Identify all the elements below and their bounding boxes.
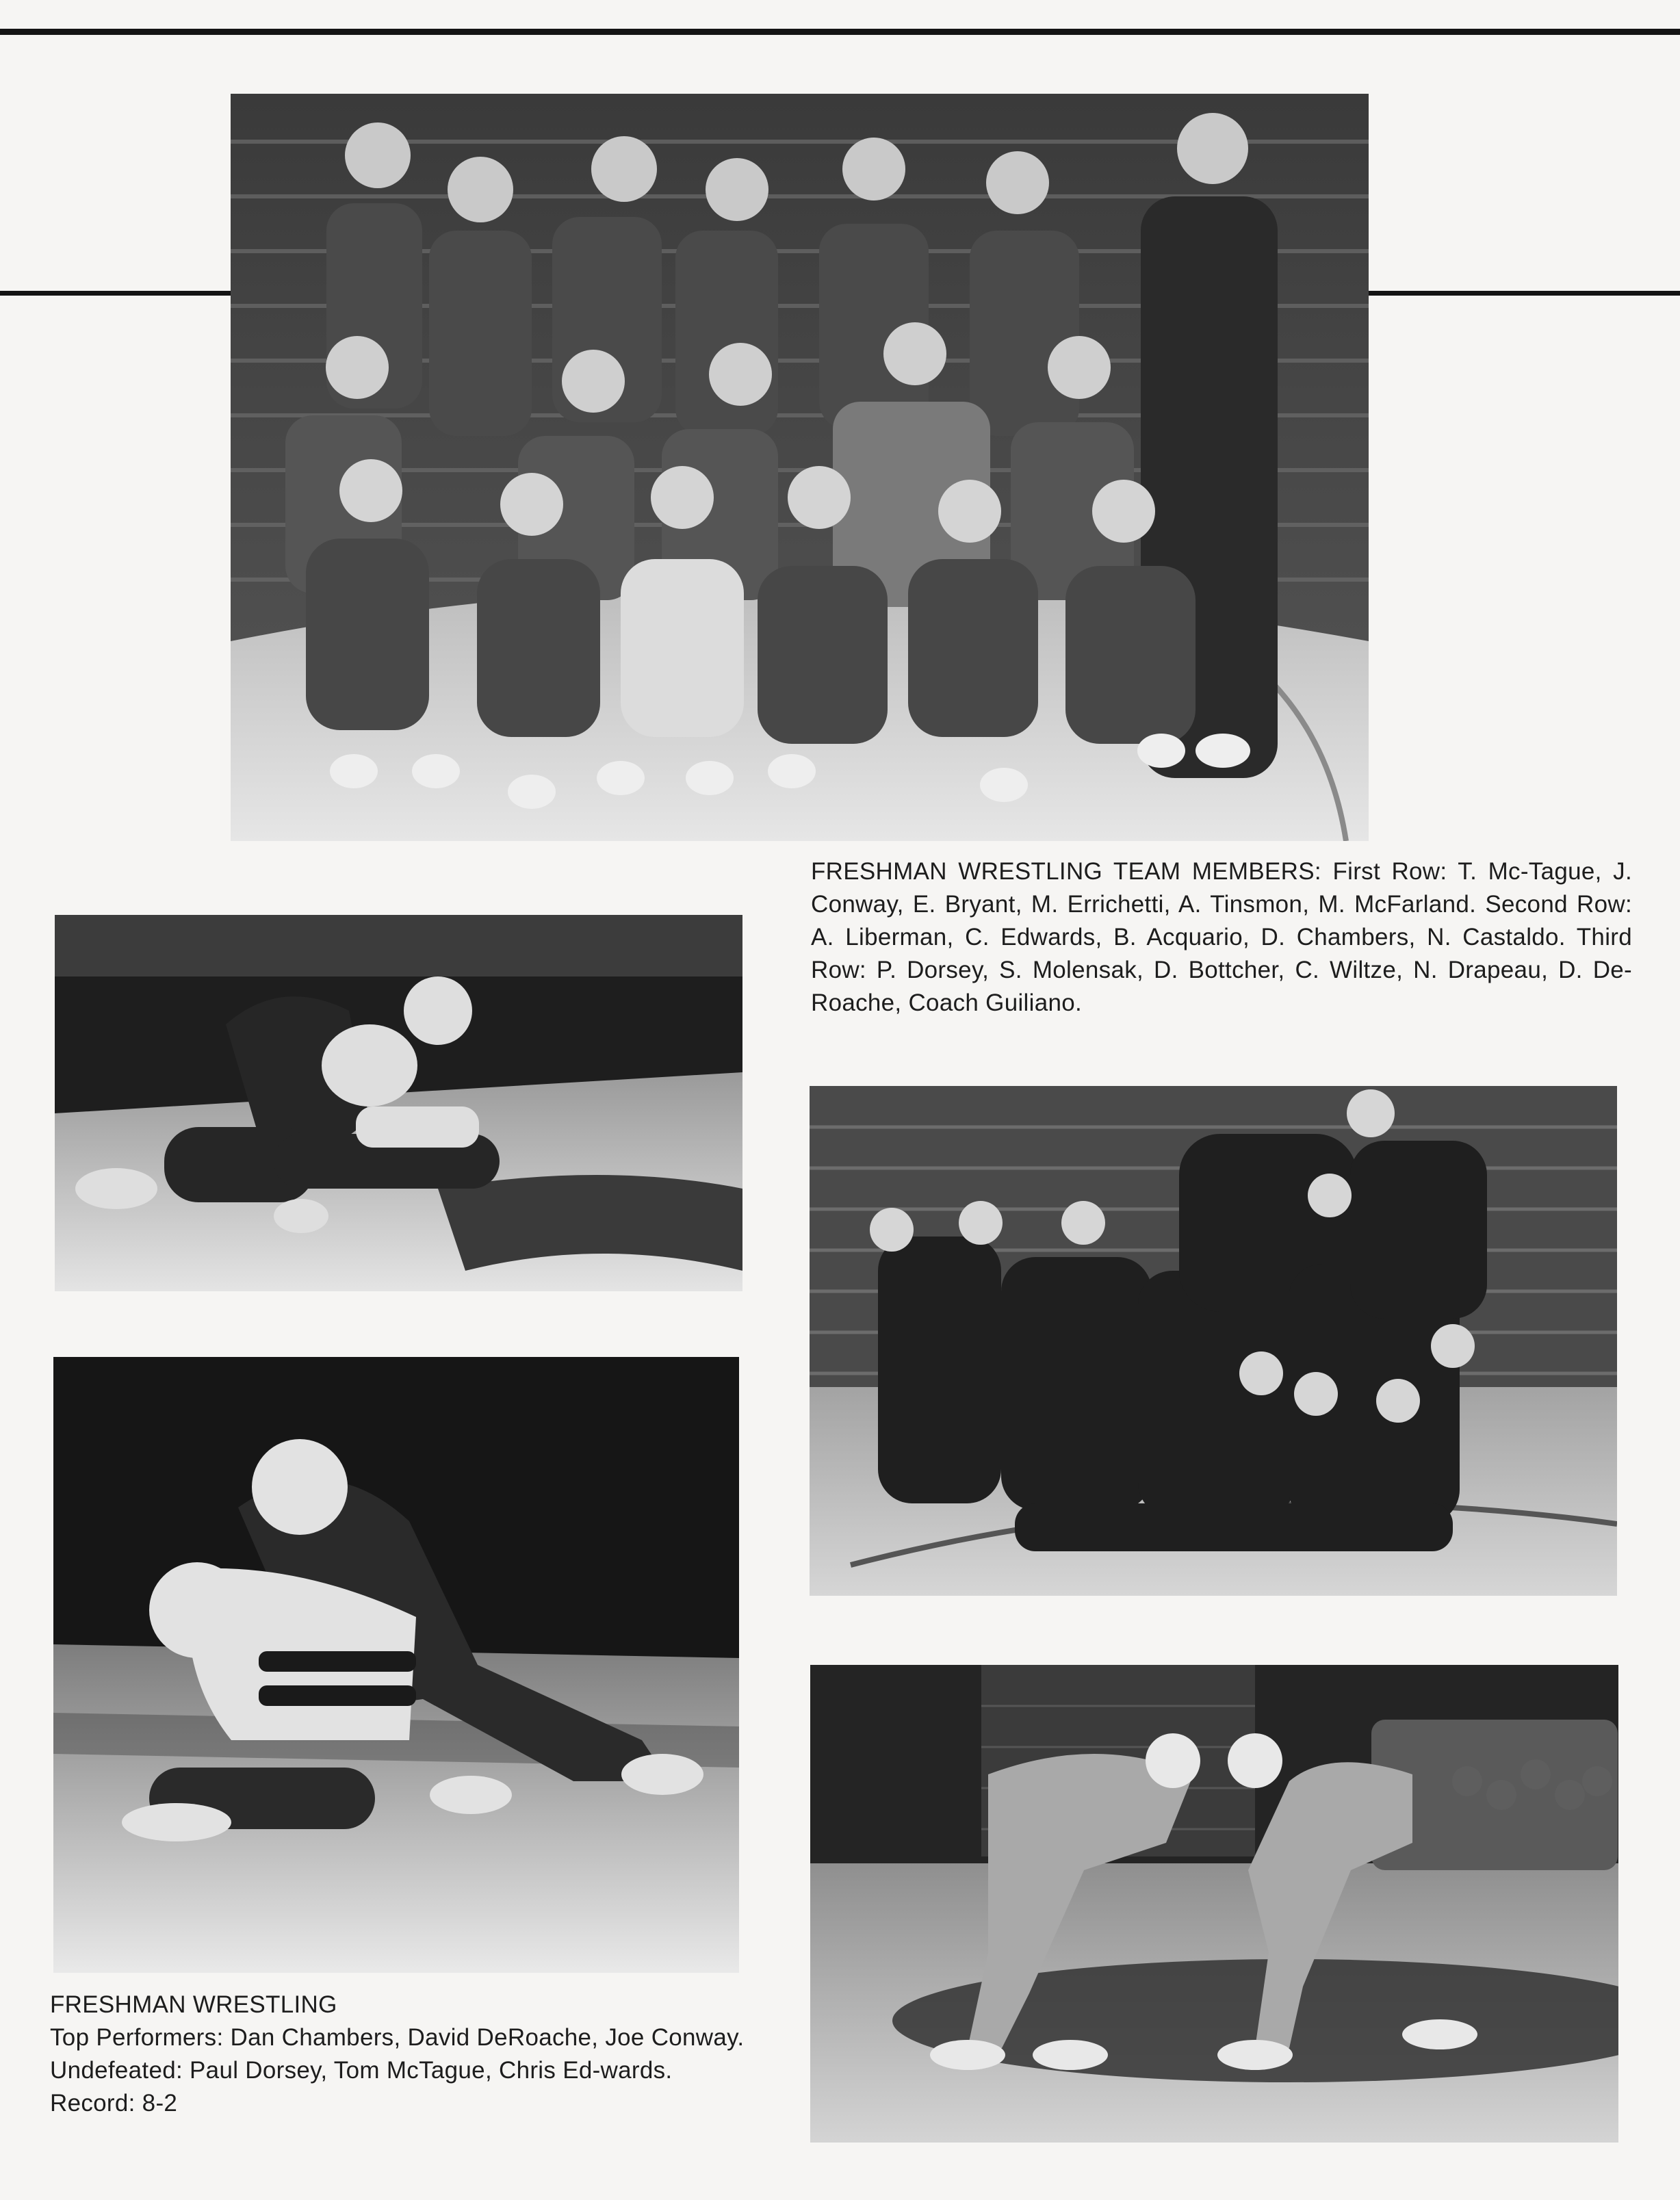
team-photo: [231, 94, 1369, 841]
team-caption: [811, 855, 1632, 1020]
undefeated: Undefeated: Paul Dorsey, Tom McTague, Chris Ed-wards.: [50, 2057, 673, 2084]
team-caption-text: First Row: T. Mc-Tague, J. Conway, E. Bryant, M. Errichetti, A. Tinsmon, M. McFarland. Second Row: A. Liberman, C. Edwards, B. Acquario, D. Chambers, N. Castaldo. Third Row: P. Dorsey, S. Molensak, D. Bottcher, C. Wiltze, N. Drapeau, D. De-Roache, Coach Guiliano.: [811, 858, 1632, 1016]
left-mid-rule: [0, 291, 233, 296]
right-mid-rule: [1365, 291, 1680, 296]
top-performers: Top Performers: Dan Chambers, David DeRoache, Joe Conway.: [50, 2024, 745, 2051]
top-rule: [0, 29, 1680, 35]
wrestling-match-photo-1: [55, 915, 742, 1291]
summary-title: FRESHMAN WRESTLING: [50, 1991, 337, 2018]
team-caption-heading: FRESHMAN WRESTLING TEAM MEMBERS:: [811, 858, 1321, 885]
summary-caption: [50, 1989, 748, 2120]
record: Record: 8-2: [50, 2090, 178, 2117]
wrestling-match-photo-3: [810, 1665, 1618, 2143]
team-pileup-photo: [810, 1086, 1617, 1596]
wrestling-match-photo-2: [53, 1357, 739, 1973]
